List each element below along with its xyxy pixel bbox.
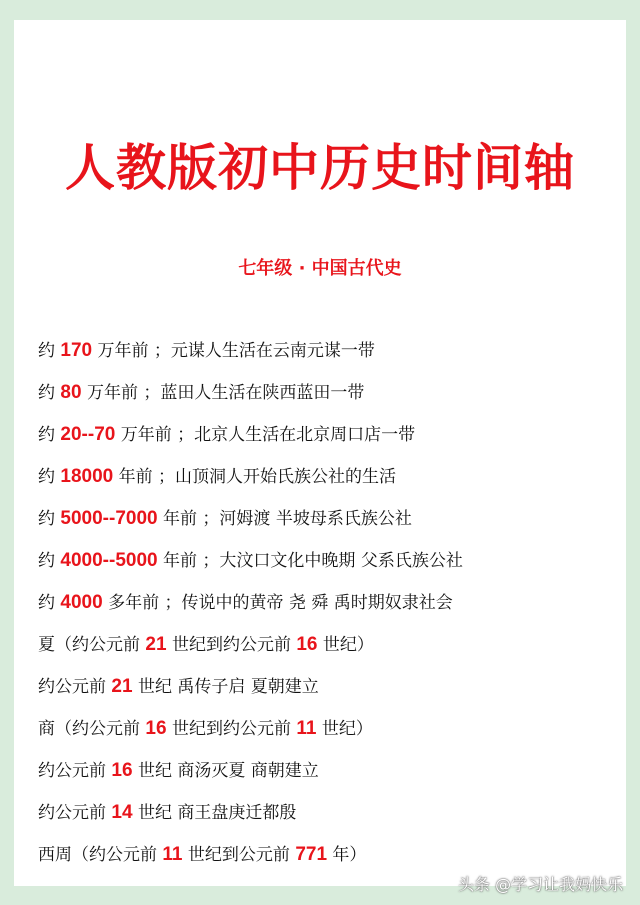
timeline-item: 约公元前 16 世纪 商汤灭夏 商朝建立 <box>38 760 319 781</box>
highlight-number: 771 <box>295 844 328 865</box>
highlight-number: 14 <box>111 802 133 823</box>
highlight-number: 20--70 <box>60 424 116 445</box>
timeline-item: 约公元前 14 世纪 商王盘庚迁都殷 <box>38 802 297 823</box>
timeline-item: 约 80 万年前 ；蓝田人生活在陕西蓝田一带 <box>38 382 365 403</box>
highlight-number: 170 <box>60 340 93 361</box>
highlight-number: 16 <box>296 634 318 655</box>
watermark: 头条 @学习让我妈快乐 <box>458 875 624 894</box>
highlight-number: 5000--7000 <box>60 508 158 529</box>
timeline-item: 约 4000--5000 年前 ；大汶口文化中晚期 父系氏族公社 <box>38 550 463 571</box>
highlight-number: 80 <box>60 382 82 403</box>
highlight-number: 21 <box>145 634 167 655</box>
highlight-number: 18000 <box>60 466 114 487</box>
timeline-item: 商（约公元前 16 世纪到约公元前 11 世纪） <box>38 718 373 739</box>
highlight-number: 16 <box>145 718 167 739</box>
timeline-item: 约 4000 多年前 ；传说中的黄帝 尧 舜 禹时期奴隶社会 <box>38 592 453 613</box>
highlight-number: 4000 <box>60 592 103 613</box>
highlight-number: 21 <box>111 676 133 697</box>
page-title: 人教版初中历史时间轴 <box>65 139 575 197</box>
timeline-item: 约 170 万年前 ；元谋人生活在云南元谋一带 <box>38 340 375 361</box>
highlight-number: 4000--5000 <box>60 550 158 571</box>
highlight-number: 16 <box>111 760 133 781</box>
timeline-item: 西周（约公元前 11 世纪到公元前 771 年） <box>38 844 367 865</box>
timeline-item: 约 5000--7000 年前 ；河姆渡 半坡母系氏族公社 <box>38 508 412 529</box>
highlight-number: 11 <box>162 844 183 865</box>
timeline-item: 约公元前 21 世纪 禹传子启 夏朝建立 <box>38 676 319 697</box>
timeline-list <box>38 336 463 882</box>
highlight-number: 11 <box>296 718 317 739</box>
timeline-item: 约 18000 年前 ；山顶洞人开始氏族公社的生活 <box>38 466 397 487</box>
page-subtitle: 七年级 · 中国古代史 <box>238 258 402 279</box>
timeline-item: 夏（约公元前 21 世纪到约公元前 16 世纪） <box>38 634 374 655</box>
timeline-item: 约 20--70 万年前 ；北京人生活在北京周口店一带 <box>38 424 416 445</box>
